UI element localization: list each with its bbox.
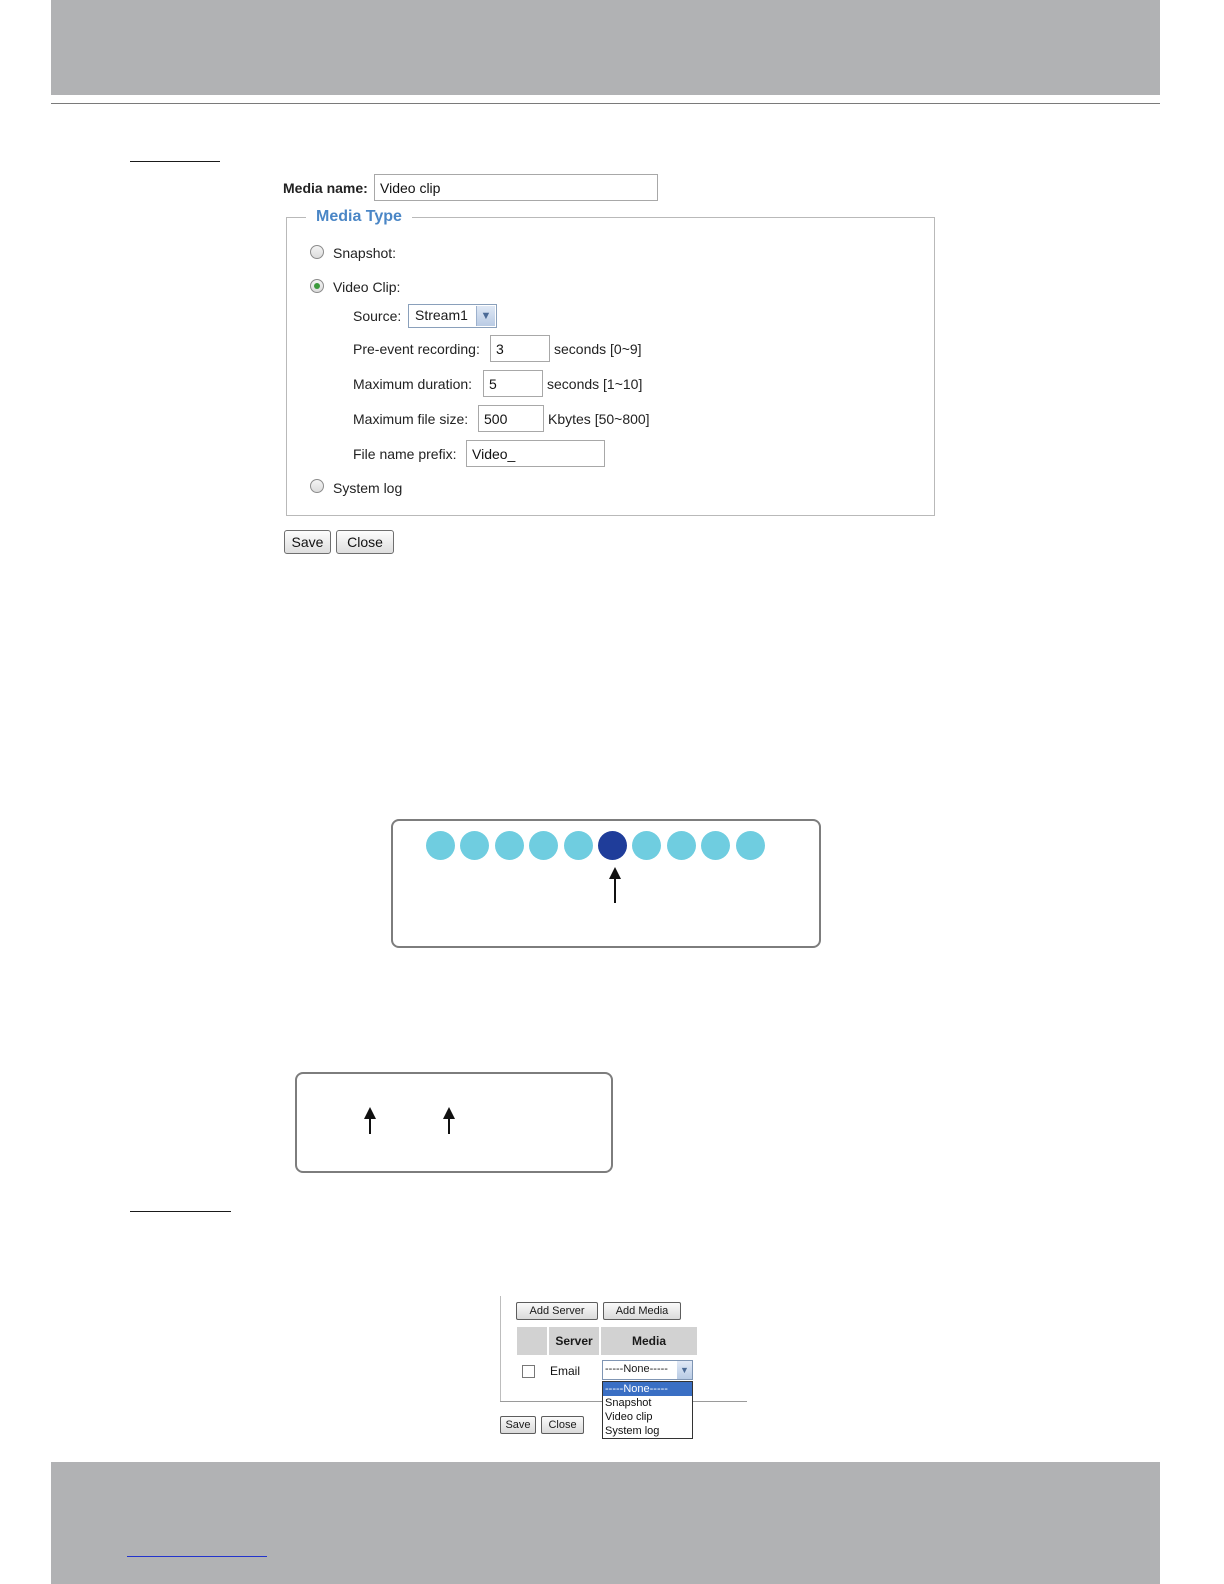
frame-dot [529, 831, 558, 860]
footer-band [51, 1462, 1160, 1584]
media-options [603, 1382, 692, 1438]
table-header-blank [517, 1327, 547, 1355]
mini-save-button[interactable]: Save [500, 1416, 536, 1434]
frame-dots-row [426, 831, 786, 863]
section-rule-top [130, 161, 220, 162]
prefix-label: File name prefix: [353, 446, 457, 462]
server-checkbox[interactable] [522, 1365, 535, 1378]
system-log-radio[interactable] [310, 479, 324, 493]
max-file-size-input[interactable] [478, 405, 544, 432]
pre-event-unit: seconds [0~9] [554, 341, 642, 357]
media-name-label: Media name: [283, 180, 368, 196]
frame-dot [426, 831, 455, 860]
max-file-size-label: Maximum file size: [353, 411, 469, 427]
frame-dot [701, 831, 730, 860]
media-dropdown-list [602, 1381, 693, 1439]
media-option[interactable]: Snapshot [605, 1397, 652, 1409]
server-name: Email [550, 1364, 581, 1378]
section-rule-bottom [130, 1211, 231, 1212]
media-option[interactable]: System log [605, 1425, 660, 1437]
system-log-label: System log [333, 480, 403, 496]
frame-dot [736, 831, 765, 860]
mini-close-button[interactable]: Close [541, 1416, 584, 1434]
pre-event-label: Pre-event recording: [353, 341, 480, 357]
media-select[interactable] [602, 1360, 693, 1380]
add-media-button[interactable]: Add Media [603, 1302, 681, 1320]
frame-dot [495, 831, 524, 860]
snapshot-radio[interactable] [310, 245, 324, 259]
frame-dot [632, 831, 661, 860]
frame-dot [667, 831, 696, 860]
header-rule [51, 103, 1160, 104]
frame-dot-active [598, 831, 627, 860]
max-duration-input[interactable] [483, 370, 543, 397]
add-server-button[interactable]: Add Server [516, 1302, 598, 1320]
table-header-server: Server [549, 1327, 599, 1355]
video-clip-label: Video Clip: [333, 279, 401, 295]
chevron-down-icon: ▼ [677, 1361, 692, 1379]
frame-dot [564, 831, 593, 860]
source-select[interactable] [408, 304, 497, 328]
max-duration-unit: seconds [1~10] [547, 376, 643, 392]
source-select-value: Stream1 [415, 307, 468, 323]
max-duration-label: Maximum duration: [353, 376, 473, 392]
max-file-size-unit: Kbytes [50~800] [548, 411, 650, 427]
chevron-down-icon: ▼ [476, 306, 495, 326]
snapshot-label: Snapshot: [333, 245, 397, 261]
arrow-shaft [448, 1117, 450, 1134]
prefix-input[interactable] [466, 440, 605, 467]
close-button[interactable]: Close [336, 530, 394, 554]
media-type-fieldset [286, 217, 935, 516]
media-name-input[interactable] [374, 174, 658, 201]
mini-panel-edge [500, 1296, 501, 1401]
frame-timeline-diagram [391, 819, 821, 948]
prefix-diagram [295, 1072, 613, 1173]
source-label: Source: [353, 308, 402, 324]
frame-dot [460, 831, 489, 860]
footer-link-underline[interactable] [127, 1556, 267, 1557]
arrow-shaft [614, 877, 616, 903]
media-option[interactable]: Video clip [605, 1411, 653, 1423]
header-band [51, 0, 1160, 95]
video-clip-radio[interactable] [310, 279, 324, 293]
pre-event-input[interactable] [490, 335, 550, 362]
media-type-legend: Media Type [306, 208, 412, 226]
media-select-value: -----None----- [605, 1363, 668, 1375]
media-option[interactable]: -----None----- [603, 1382, 692, 1396]
arrow-shaft [369, 1117, 371, 1134]
table-header-media: Media [601, 1327, 697, 1355]
save-button[interactable]: Save [284, 530, 331, 554]
